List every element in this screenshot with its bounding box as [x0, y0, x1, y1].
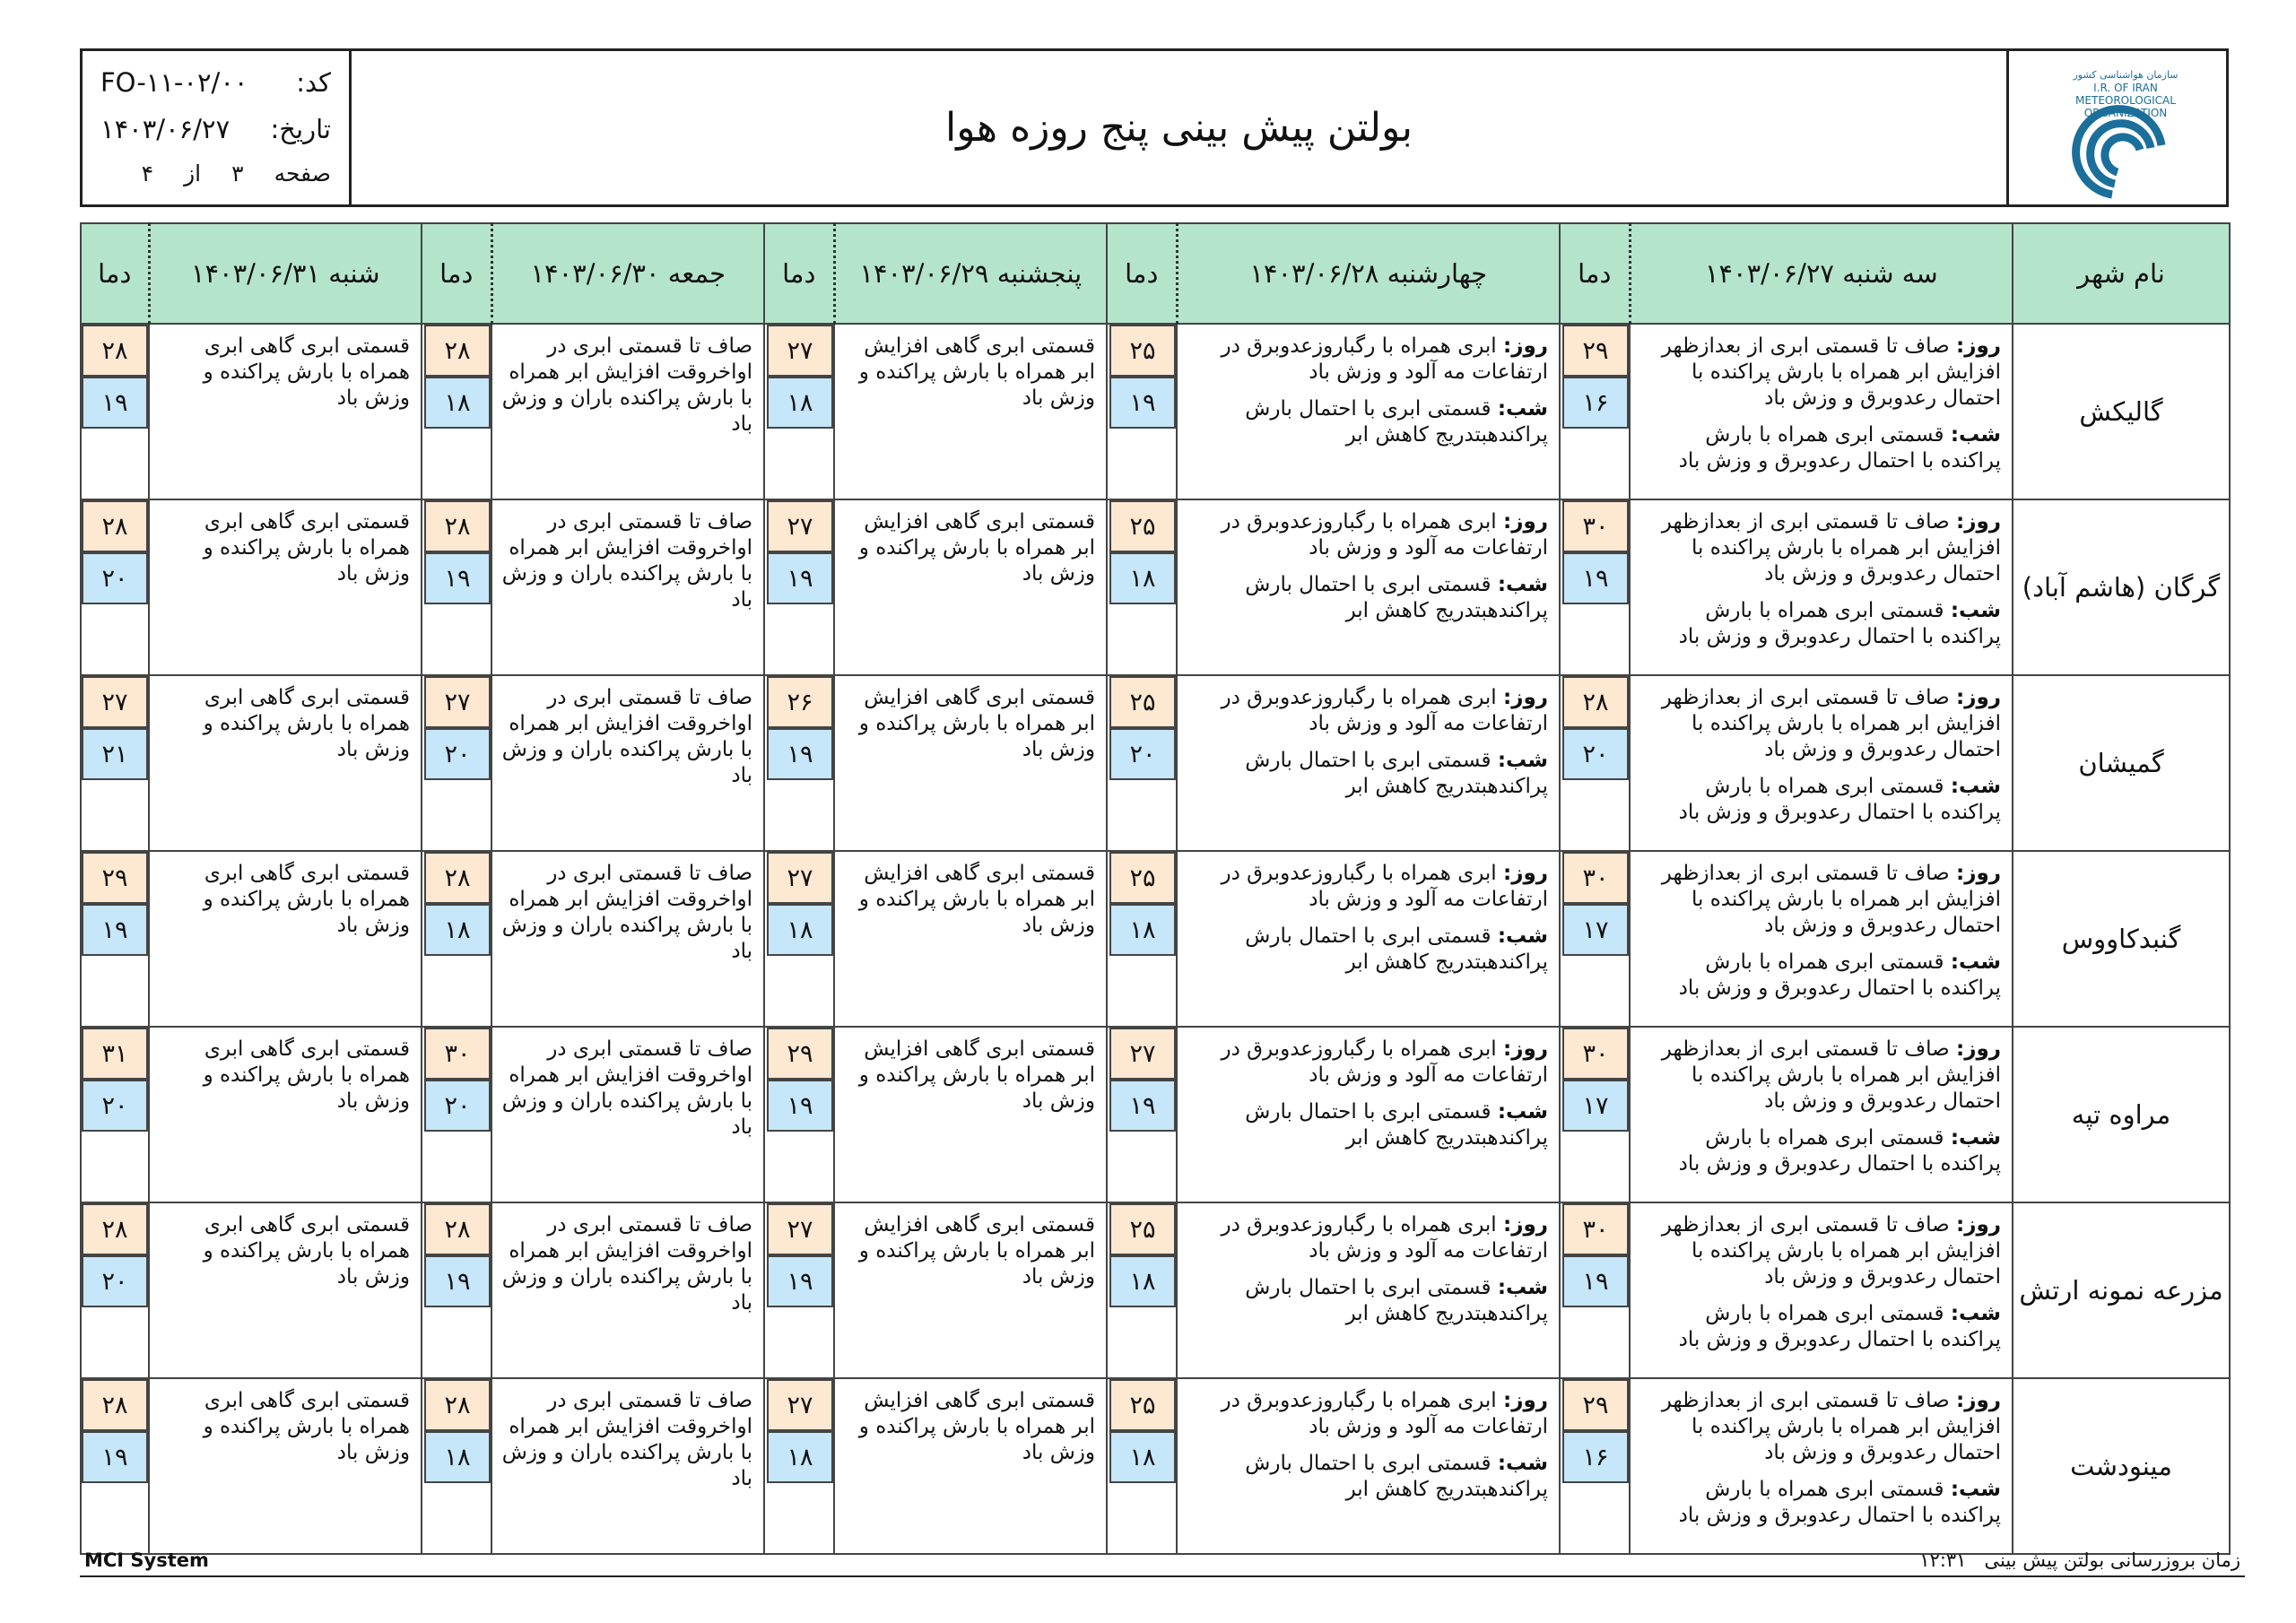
day-label: روز: [1956, 334, 2001, 358]
forecast-text: صاف تا قسمتی ابری در اواخروقت افزایش ابر همراه با بارش پراکنده باران و وزش باد [501, 862, 752, 963]
forecast-desc [1177, 1378, 1560, 1554]
forecast-text: قسمتی ابری گاهی افزایش ابر همراه با بارش پراکنده و وزش باد [858, 862, 1095, 937]
day-label: روز: [1503, 686, 1548, 709]
forecast-desc [149, 1202, 422, 1378]
svg-text:METEOROLOGICAL: METEOROLOGICAL [2075, 94, 2176, 107]
temperature-cell [81, 1202, 149, 1378]
min-temp: ۲۱ [82, 728, 148, 780]
day-header-4: جمعه ۱۴۰۳/۰۶/۳۰ [491, 223, 764, 324]
max-temp: ۲۸ [424, 852, 491, 904]
day-text: ابری همراه با رگباروزعدوبرق در ارتفاعات مه آلود و وزش باد [1221, 686, 1548, 735]
temperature-cell [1560, 324, 1630, 499]
night-label: شب: [1497, 397, 1548, 421]
max-temp: ۲۵ [1109, 852, 1176, 904]
max-temp: ۲۸ [424, 500, 491, 552]
max-temp: ۲۷ [767, 852, 833, 904]
temperature-cell [764, 675, 834, 851]
night-text: قسمتی ابری همراه با بارش پراکنده با احتمال رعدوبرق و وزش باد [1678, 775, 2001, 824]
temperature-cell [422, 1202, 491, 1378]
temperature-cell [81, 1378, 149, 1554]
max-temp: ۳۰ [1562, 1203, 1629, 1255]
forecast-text: قسمتی ابری گاهی افزایش ابر همراه با بارش پراکنده و وزش باد [858, 1213, 1095, 1289]
night-text: قسمتی ابری همراه با بارش پراکنده با احتمال رعدوبرق و وزش باد [1678, 1126, 2001, 1176]
min-temp: ۱۸ [1109, 1431, 1176, 1483]
max-temp: ۲۹ [82, 852, 148, 904]
table-header-row [81, 223, 2230, 324]
temperature-cell [81, 324, 149, 499]
forecast-desc [149, 1027, 422, 1202]
max-temp: ۲۵ [1109, 500, 1176, 552]
day-label: روز: [1956, 686, 2001, 709]
day-header-2: چهارشنبه ۱۴۰۳/۰۶/۲۸ [1177, 223, 1560, 324]
forecast-desc [1177, 1202, 1560, 1378]
min-temp: ۱۶ [1562, 377, 1629, 429]
svg-text:سازمان هواشناسی کشور: سازمان هواشناسی کشور [2073, 69, 2179, 81]
city-header: نام شهر [2013, 223, 2230, 324]
forecast-desc [149, 324, 422, 499]
city-name: مزرعه نمونه ارتش [2013, 1202, 2230, 1378]
min-temp: ۱۸ [1109, 904, 1176, 956]
min-temp: ۱۹ [767, 728, 833, 780]
temperature-cell [81, 851, 149, 1027]
temperature-cell [422, 499, 491, 675]
night-label: شب: [1950, 1126, 2001, 1150]
temperature-cell [422, 1027, 491, 1202]
temperature-cell [1560, 1027, 1630, 1202]
city-name: مینودشت [2013, 1378, 2230, 1554]
min-temp: ۱۹ [424, 1255, 491, 1307]
max-temp: ۲۷ [767, 1203, 833, 1255]
night-text: قسمتی ابری همراه با بارش پراکنده با احتمال رعدوبرق و وزش باد [1678, 1478, 2001, 1527]
night-label: شب: [1950, 1478, 2001, 1501]
max-temp: ۲۷ [424, 676, 491, 728]
date-label: تاریخ: [270, 114, 331, 144]
forecast-text: قسمتی ابری گاهی افزایش ابر همراه با بارش پراکنده و وزش باد [858, 510, 1095, 586]
forecast-desc [1630, 499, 2013, 675]
min-temp: ۲۰ [1109, 728, 1176, 780]
bulletin-header [80, 48, 2229, 207]
temperature-cell [764, 1378, 834, 1554]
min-temp: ۱۸ [1109, 552, 1176, 604]
night-text: قسمتی ابری همراه با بارش پراکنده با احتمال رعدوبرق و وزش باد [1678, 599, 2001, 648]
day-text: صاف تا قسمتی ابری از بعدازظهر افزایش ابر همراه با بارش پراکنده با احتمال رعدوبرق و وزش باد [1661, 1037, 2001, 1113]
city-name: مراوه تپه [2013, 1027, 2230, 1202]
page-of: از [184, 161, 202, 187]
temp-header: دما [1560, 223, 1630, 324]
forecast-desc [491, 675, 764, 851]
day-text: ابری همراه با رگباروزعدوبرق در ارتفاعات مه آلود و وزش باد [1221, 510, 1548, 560]
night-label: شب: [1950, 599, 2001, 622]
forecast-text: قسمتی ابری گاهی افزایش ابر همراه با بارش پراکنده و وزش باد [858, 1389, 1095, 1464]
forecast-text: صاف تا قسمتی ابری در اواخروقت افزایش ابر همراه با بارش پراکنده باران و وزش باد [501, 334, 752, 436]
document-info [83, 51, 352, 204]
day-label: روز: [1956, 1037, 2001, 1061]
forecast-desc [149, 675, 422, 851]
temperature-cell [1560, 1378, 1630, 1554]
day-label: روز: [1503, 334, 1548, 358]
night-text: قسمتی ابری با احتمال بارش پراکندهبتدریج کاهش ابر [1245, 573, 1548, 622]
min-temp: ۱۹ [1109, 1080, 1176, 1132]
max-temp: ۲۹ [1562, 325, 1629, 377]
meteorological-organization-logo-icon [2009, 51, 2224, 204]
forecast-desc [491, 1027, 764, 1202]
footer-update [1919, 1549, 2240, 1571]
night-label: شب: [1950, 423, 2001, 447]
max-temp: ۲۸ [1562, 676, 1629, 728]
temperature-cell [1107, 1202, 1177, 1378]
min-temp: ۱۹ [767, 1255, 833, 1307]
forecast-desc [1630, 851, 2013, 1027]
day-label: روز: [1956, 1389, 2001, 1412]
day-text: ابری همراه با رگباروزعدوبرق در ارتفاعات مه آلود و وزش باد [1221, 862, 1548, 911]
forecast-desc [1630, 324, 2013, 499]
min-temp: ۱۷ [1562, 1080, 1629, 1132]
forecast-text: قسمتی ابری گاهی افزایش ابر همراه با بارش پراکنده و وزش باد [858, 1037, 1095, 1113]
max-temp: ۳۰ [1562, 852, 1629, 904]
forecast-text: قسمتی ابری گاهی افزایش ابر همراه با بارش پراکنده و وزش باد [858, 686, 1095, 761]
table-row [81, 675, 2230, 851]
max-temp: ۲۵ [1109, 1379, 1176, 1431]
temp-header: دما [422, 223, 491, 324]
max-temp: ۳۰ [1562, 500, 1629, 552]
temperature-cell [1107, 851, 1177, 1027]
table-row [81, 324, 2230, 499]
min-temp: ۱۹ [424, 552, 491, 604]
max-temp: ۲۶ [767, 676, 833, 728]
forecast-desc [149, 499, 422, 675]
forecast-desc [1177, 675, 1560, 851]
forecast-desc [1177, 324, 1560, 499]
day-label: روز: [1503, 1213, 1548, 1237]
min-temp: ۱۹ [1562, 552, 1629, 604]
forecast-desc [834, 324, 1107, 499]
table-row [81, 1378, 2230, 1554]
forecast-text: قسمتی ابری گاهی ابری همراه با بارش پراکنده و وزش باد [203, 862, 410, 937]
day-text: ابری همراه با رگباروزعدوبرق در ارتفاعات مه آلود و وزش باد [1221, 1389, 1548, 1438]
temperature-cell [81, 1027, 149, 1202]
forecast-desc [1177, 1027, 1560, 1202]
temperature-cell [764, 324, 834, 499]
max-temp: ۲۸ [82, 325, 148, 377]
svg-text:I.R. OF IRAN: I.R. OF IRAN [2093, 82, 2158, 94]
min-temp: ۲۰ [424, 728, 491, 780]
max-temp: ۲۸ [424, 325, 491, 377]
max-temp: ۲۷ [1109, 1028, 1176, 1080]
max-temp: ۲۵ [1109, 1203, 1176, 1255]
forecast-text: صاف تا قسمتی ابری در اواخروقت افزایش ابر همراه با بارش پراکنده باران و وزش باد [501, 1213, 752, 1315]
night-label: شب: [1497, 749, 1548, 772]
night-label: شب: [1497, 573, 1548, 596]
day-label: روز: [1956, 1213, 2001, 1237]
forecast-desc [1630, 1027, 2013, 1202]
day-header-1: سه شنبه ۱۴۰۳/۰۶/۲۷ [1630, 223, 2013, 324]
city-name: گالیکش [2013, 324, 2230, 499]
temperature-cell [764, 1202, 834, 1378]
max-temp: ۲۹ [1562, 1379, 1629, 1431]
max-temp: ۳۱ [82, 1028, 148, 1080]
max-temp: ۲۵ [1109, 325, 1176, 377]
temperature-cell [1107, 675, 1177, 851]
forecast-desc [1630, 1202, 2013, 1378]
table-row [81, 499, 2230, 675]
day-label: روز: [1956, 862, 2001, 885]
min-temp: ۱۹ [1109, 377, 1176, 429]
day-label: روز: [1503, 510, 1548, 534]
min-temp: ۱۸ [767, 377, 833, 429]
forecast-desc [834, 1202, 1107, 1378]
night-label: شب: [1497, 924, 1548, 948]
day-text: صاف تا قسمتی ابری از بعدازظهر افزایش ابر همراه با بارش پراکنده با احتمال رعدوبرق و وزش باد [1661, 1389, 2001, 1464]
min-temp: ۱۹ [1562, 1255, 1629, 1307]
forecast-desc [834, 499, 1107, 675]
forecast-desc [1177, 499, 1560, 675]
page-total: ۴ [141, 161, 154, 187]
forecast-text: صاف تا قسمتی ابری در اواخروقت افزایش ابر همراه با بارش پراکنده باران و وزش باد [501, 1037, 752, 1139]
page-number: ۳ [231, 161, 244, 187]
night-label: شب: [1950, 775, 2001, 798]
max-temp: ۲۵ [1109, 676, 1176, 728]
footer-system: MCI System [84, 1549, 209, 1571]
max-temp: ۲۷ [767, 500, 833, 552]
forecast-desc [149, 1378, 422, 1554]
table-row [81, 1027, 2230, 1202]
max-temp: ۲۸ [82, 1203, 148, 1255]
forecast-desc [491, 851, 764, 1027]
temperature-cell [81, 499, 149, 675]
night-label: شب: [1950, 950, 2001, 974]
night-text: قسمتی ابری با احتمال بارش پراکندهبتدریج کاهش ابر [1245, 1276, 1548, 1325]
day-text: صاف تا قسمتی ابری از بعدازظهر افزایش ابر همراه با بارش پراکنده با احتمال رعدوبرق و وزش باد [1661, 510, 2001, 586]
forecast-desc [834, 1378, 1107, 1554]
temperature-cell [422, 1378, 491, 1554]
forecast-desc [834, 851, 1107, 1027]
min-temp: ۲۰ [82, 1080, 148, 1132]
night-text: قسمتی ابری با احتمال بارش پراکندهبتدریج کاهش ابر [1245, 397, 1548, 447]
forecast-desc [1630, 675, 2013, 851]
day-text: ابری همراه با رگباروزعدوبرق در ارتفاعات مه آلود و وزش باد [1221, 1213, 1548, 1263]
min-temp: ۱۹ [82, 377, 148, 429]
forecast-table [80, 222, 2231, 1555]
min-temp: ۱۸ [424, 904, 491, 956]
day-label: روز: [1503, 862, 1548, 885]
forecast-text: قسمتی ابری گاهی ابری همراه با بارش پراکنده و وزش باد [203, 1037, 410, 1113]
max-temp: ۲۹ [767, 1028, 833, 1080]
date-value: ۱۴۰۳/۰۶/۲۷ [100, 114, 230, 144]
max-temp: ۲۷ [767, 325, 833, 377]
day-text: ابری همراه با رگباروزعدوبرق در ارتفاعات مه آلود و وزش باد [1221, 1037, 1548, 1087]
max-temp: ۲۷ [82, 676, 148, 728]
temp-header: دما [81, 223, 149, 324]
temperature-cell [1560, 851, 1630, 1027]
min-temp: ۱۹ [767, 1080, 833, 1132]
min-temp: ۱۶ [1562, 1431, 1629, 1483]
night-label: شب: [1497, 1276, 1548, 1299]
max-temp: ۲۸ [424, 1379, 491, 1431]
forecast-text: صاف تا قسمتی ابری در اواخروقت افزایش ابر همراه با بارش پراکنده باران و وزش باد [501, 510, 752, 612]
max-temp: ۲۸ [82, 1379, 148, 1431]
temperature-cell [764, 851, 834, 1027]
forecast-desc [834, 675, 1107, 851]
forecast-text: قسمتی ابری گاهی ابری همراه با بارش پراکنده و وزش باد [203, 334, 410, 410]
forecast-desc [491, 499, 764, 675]
code-value: FO-۱۱-۰۲/۰۰ [100, 67, 248, 98]
day-text: صاف تا قسمتی ابری از بعدازظهر افزایش ابر همراه با بارش پراکنده با احتمال رعدوبرق و وزش باد [1661, 686, 2001, 761]
forecast-desc [491, 1202, 764, 1378]
table-row [81, 1202, 2230, 1378]
forecast-desc [1630, 1378, 2013, 1554]
update-time: ۱۲:۳۱ [1919, 1549, 1967, 1571]
forecast-text: صاف تا قسمتی ابری در اواخروقت افزایش ابر همراه با بارش پراکنده باران و وزش باد [501, 686, 752, 787]
night-label: شب: [1497, 1100, 1548, 1124]
night-text: قسمتی ابری همراه با بارش پراکنده با احتمال رعدوبرق و وزش باد [1678, 1302, 2001, 1351]
forecast-text: قسمتی ابری گاهی ابری همراه با بارش پراکنده و وزش باد [203, 1389, 410, 1464]
temperature-cell [422, 851, 491, 1027]
code-label: کد: [296, 67, 331, 98]
day-label: روز: [1503, 1389, 1548, 1412]
temperature-cell [422, 324, 491, 499]
night-text: قسمتی ابری با احتمال بارش پراکندهبتدریج کاهش ابر [1245, 1452, 1548, 1501]
min-temp: ۲۰ [82, 552, 148, 604]
temperature-cell [422, 675, 491, 851]
page-title: بولتن پیش بینی پنج روزه هوا [944, 105, 1413, 151]
day-text: صاف تا قسمتی ابری از بعدازظهر افزایش ابر همراه با بارش پراکنده با احتمال رعدوبرق و وزش باد [1661, 334, 2001, 410]
night-label: شب: [1950, 1302, 2001, 1325]
temperature-cell [1107, 324, 1177, 499]
temperature-cell [1107, 1378, 1177, 1554]
forecast-text: قسمتی ابری گاهی افزایش ابر همراه با بارش پراکنده و وزش باد [858, 334, 1095, 410]
temperature-cell [1560, 1202, 1630, 1378]
max-temp: ۲۸ [82, 500, 148, 552]
min-temp: ۱۸ [767, 904, 833, 956]
max-temp: ۳۰ [1562, 1028, 1629, 1080]
temperature-cell [764, 1027, 834, 1202]
forecast-text: قسمتی ابری گاهی ابری همراه با بارش پراکنده و وزش باد [203, 1213, 410, 1289]
min-temp: ۱۸ [767, 1431, 833, 1483]
max-temp: ۲۷ [767, 1379, 833, 1431]
forecast-text: صاف تا قسمتی ابری در اواخروقت افزایش ابر همراه با بارش پراکنده باران و وزش باد [501, 1389, 752, 1490]
update-label: زمان بروزرسانی بولتن پیش بینی [1984, 1549, 2240, 1571]
day-header-3: پنجشنبه ۱۴۰۳/۰۶/۲۹ [834, 223, 1107, 324]
forecast-desc [1177, 851, 1560, 1027]
min-temp: ۱۸ [424, 1431, 491, 1483]
footer-divider [80, 1575, 2245, 1577]
page-label: صفحه [274, 161, 331, 187]
temperature-cell [1560, 675, 1630, 851]
temperature-cell [1107, 1027, 1177, 1202]
temp-header: دما [1107, 223, 1177, 324]
forecast-desc [491, 324, 764, 499]
min-temp: ۲۰ [82, 1255, 148, 1307]
night-text: قسمتی ابری با احتمال بارش پراکندهبتدریج کاهش ابر [1245, 749, 1548, 798]
day-label: روز: [1503, 1037, 1548, 1061]
night-text: قسمتی ابری همراه با بارش پراکنده با احتمال رعدوبرق و وزش باد [1678, 950, 2001, 1000]
city-name: گمیشان [2013, 675, 2230, 851]
day-text: صاف تا قسمتی ابری از بعدازظهر افزایش ابر همراه با بارش پراکنده با احتمال رعدوبرق و وزش باد [1661, 862, 2001, 937]
forecast-desc [149, 851, 422, 1027]
day-label: روز: [1956, 510, 2001, 534]
min-temp: ۱۹ [82, 1431, 148, 1483]
min-temp: ۱۹ [82, 904, 148, 956]
day-text: ابری همراه با رگباروزعدوبرق در ارتفاعات مه آلود و وزش باد [1221, 334, 1548, 384]
max-temp: ۳۰ [424, 1028, 491, 1080]
max-temp: ۲۸ [424, 1203, 491, 1255]
table-row [81, 851, 2230, 1027]
min-temp: ۱۷ [1562, 904, 1629, 956]
forecast-text: قسمتی ابری گاهی ابری همراه با بارش پراکنده و وزش باد [203, 510, 410, 586]
night-text: قسمتی ابری همراه با بارش پراکنده با احتمال رعدوبرق و وزش باد [1678, 423, 2001, 473]
min-temp: ۲۰ [424, 1080, 491, 1132]
temperature-cell [81, 675, 149, 851]
min-temp: ۱۹ [767, 552, 833, 604]
temperature-cell [764, 499, 834, 675]
forecast-text: قسمتی ابری گاهی ابری همراه با بارش پراکنده و وزش باد [203, 686, 410, 761]
min-temp: ۱۸ [1109, 1255, 1176, 1307]
night-text: قسمتی ابری با احتمال بارش پراکندهبتدریج کاهش ابر [1245, 1100, 1548, 1150]
night-text: قسمتی ابری با احتمال بارش پراکندهبتدریج کاهش ابر [1245, 924, 1548, 974]
city-name: گنبدکاووس [2013, 851, 2230, 1027]
forecast-desc [834, 1027, 1107, 1202]
temperature-cell [1560, 499, 1630, 675]
night-label: شب: [1497, 1452, 1548, 1475]
city-name: گرگان (هاشم آباد) [2013, 499, 2230, 675]
logo [2006, 51, 2226, 204]
forecast-desc [491, 1378, 764, 1554]
min-temp: ۲۰ [1562, 728, 1629, 780]
min-temp: ۱۸ [424, 377, 491, 429]
day-text: صاف تا قسمتی ابری از بعدازظهر افزایش ابر همراه با بارش پراکنده با احتمال رعدوبرق و وزش باد [1661, 1213, 2001, 1289]
day-header-5: شنبه ۱۴۰۳/۰۶/۳۱ [149, 223, 422, 324]
temp-header: دما [764, 223, 834, 324]
svg-text:ORGANIZATION: ORGANIZATION [2083, 107, 2168, 119]
temperature-cell [1107, 499, 1177, 675]
